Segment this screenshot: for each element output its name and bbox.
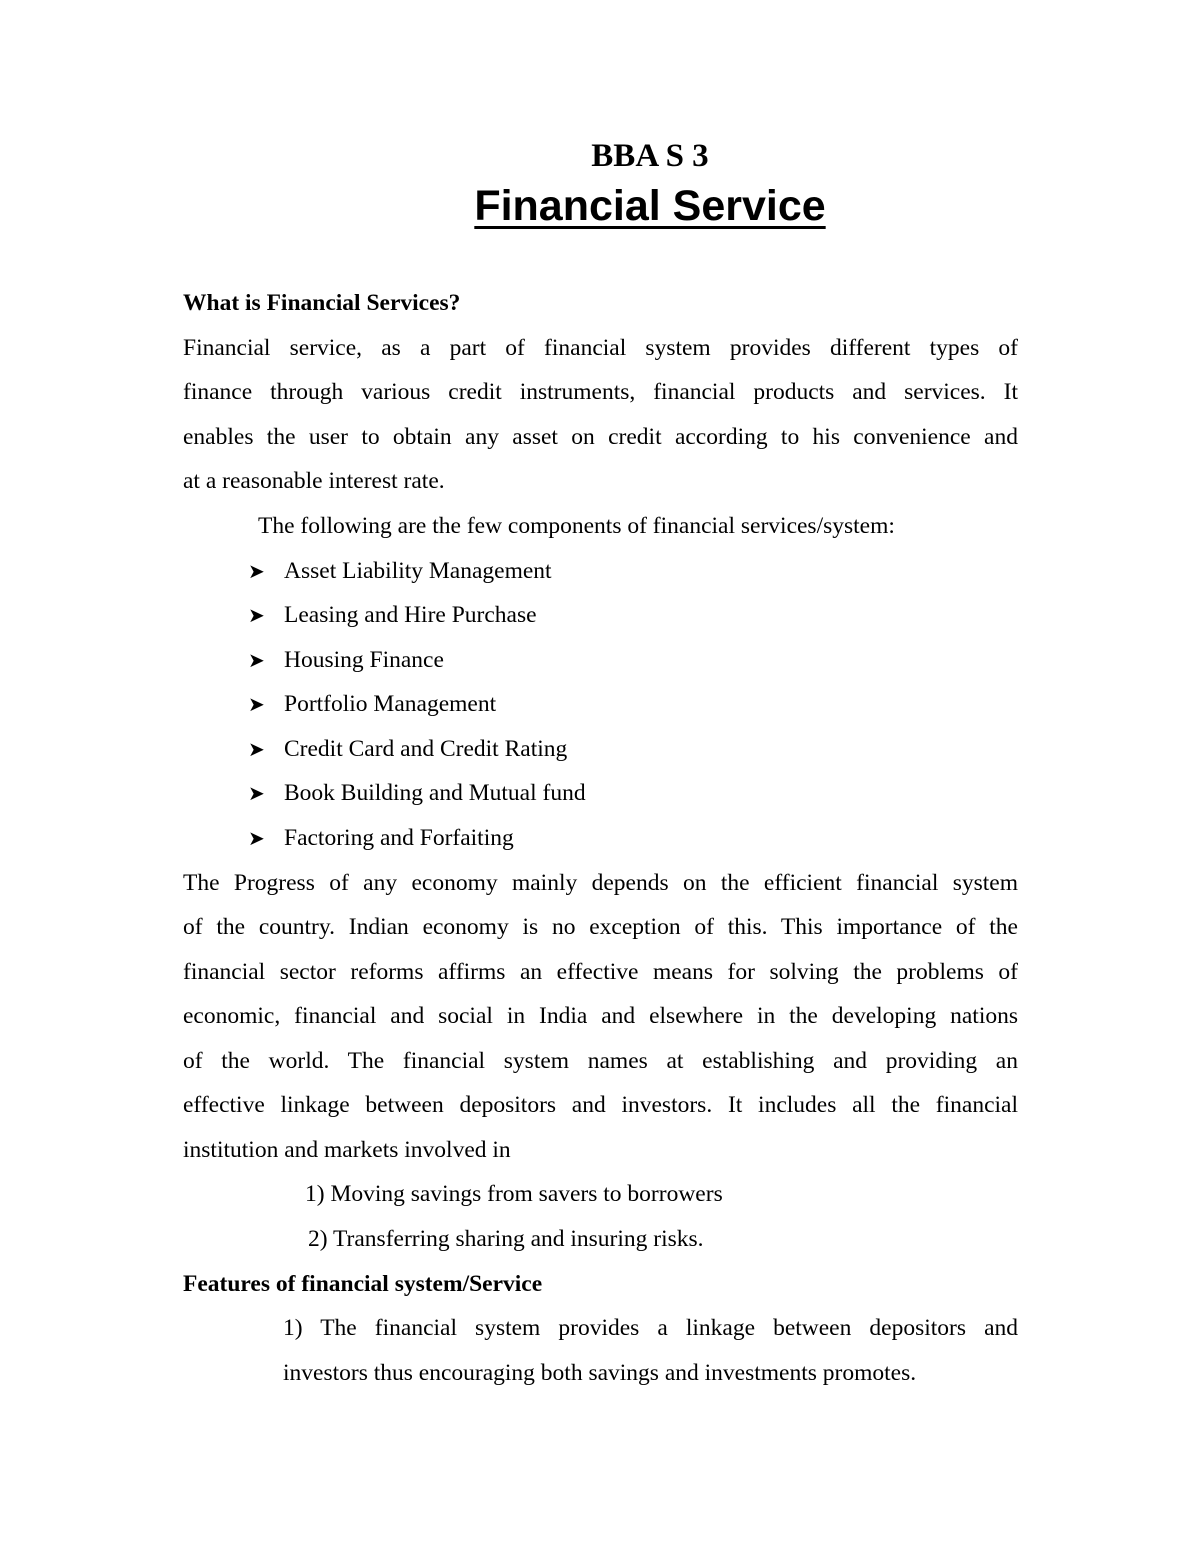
- list-item-label: Housing Finance: [284, 647, 444, 673]
- list-item-label: Asset Liability Management: [284, 558, 552, 584]
- list-item: [248, 777, 586, 809]
- paragraph-line: finance through various credit instruments, financial products and services. It: [183, 379, 1018, 405]
- arrow-bullet-icon: ➤: [248, 648, 265, 672]
- paragraph-line: institution and markets involved in: [183, 1137, 511, 1163]
- arrow-bullet-icon: ➤: [248, 737, 265, 761]
- numbered-item: 1) Moving savings from savers to borrowers: [305, 1181, 723, 1207]
- feature-line: investors thus encouraging both savings and investments promotes.: [283, 1360, 917, 1386]
- paragraph-line: at a reasonable interest rate.: [183, 468, 445, 494]
- paragraph-line: Financial service, as a part of financial system provides different types of: [183, 335, 1018, 361]
- paragraph-line: of the world. The financial system names at establishing and providing an: [183, 1048, 1018, 1074]
- course-code: BBA S 3: [591, 138, 709, 174]
- section-heading-features: Features of financial system/Service: [183, 1271, 543, 1297]
- paragraph-line: effective linkage between depositors and investors. It includes all the financial: [183, 1092, 1018, 1118]
- list-item: [248, 822, 514, 854]
- arrow-bullet-icon: ➤: [248, 559, 265, 583]
- arrow-bullet-icon: ➤: [248, 826, 265, 850]
- paragraph-line: economic, financial and social in India and elsewhere in the developing nations: [183, 1003, 1018, 1029]
- list-item-label: Credit Card and Credit Rating: [284, 736, 568, 762]
- list-item: [248, 688, 496, 720]
- arrow-bullet-icon: ➤: [248, 692, 265, 716]
- paragraph-line: of the country. Indian economy is no exception of this. This importance of the: [183, 914, 1018, 940]
- paragraph-line: enables the user to obtain any asset on credit according to his convenience and: [183, 424, 1018, 450]
- paragraph-line: financial sector reforms affirms an effective means for solving the problems of: [183, 959, 1018, 985]
- list-item-label: Leasing and Hire Purchase: [284, 602, 537, 628]
- list-item: [248, 599, 537, 631]
- page-title: Financial Service: [474, 182, 826, 230]
- list-item: [248, 733, 567, 765]
- list-item: [248, 644, 444, 676]
- paragraph-line: The Progress of any economy mainly depends on the efficient financial system: [183, 870, 1018, 896]
- numbered-item: 2) Transferring sharing and insuring risks.: [308, 1226, 704, 1252]
- feature-line: 1) The financial system provides a linkage between depositors and: [283, 1315, 1018, 1341]
- list-item: [248, 555, 552, 587]
- list-item-label: Portfolio Management: [284, 691, 497, 717]
- section-heading-what-is: What is Financial Services?: [183, 290, 461, 316]
- list-item-label: Factoring and Forfaiting: [284, 825, 514, 851]
- list-item-label: Book Building and Mutual fund: [284, 780, 586, 806]
- arrow-bullet-icon: ➤: [248, 781, 265, 805]
- arrow-bullet-icon: ➤: [248, 603, 265, 627]
- components-intro: The following are the few components of financial services/system:: [258, 513, 895, 539]
